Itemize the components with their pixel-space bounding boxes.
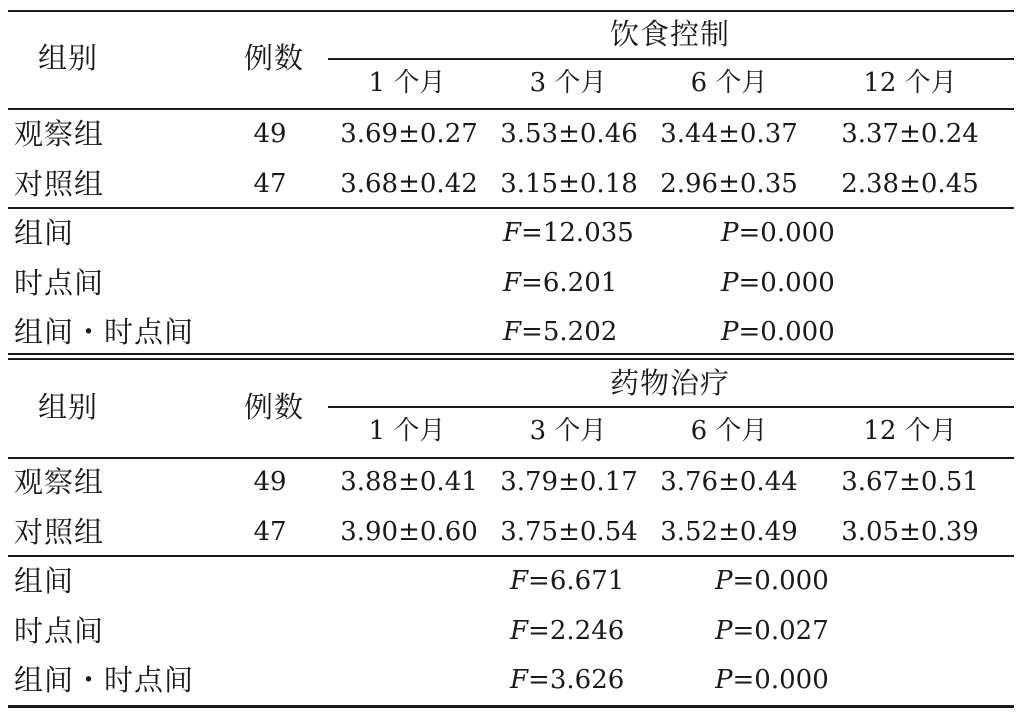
row-n: 49 <box>253 119 287 149</box>
section-divider-bottom <box>8 358 1014 360</box>
row-group-label: 对照组 <box>14 515 105 549</box>
p-value: P=0.000 <box>721 268 835 298</box>
f-statistic: F=3.626 <box>510 665 625 695</box>
row-group-label: 观察组 <box>14 465 105 499</box>
row-n: 47 <box>253 517 287 547</box>
value-cell: 3.68±0.42 <box>340 169 478 199</box>
value-cell: 3.44±0.37 <box>660 119 798 149</box>
value-cell: 3.52±0.49 <box>660 517 798 547</box>
f-statistic: F=5.202 <box>503 317 618 347</box>
value-cell: 2.38±0.45 <box>841 169 979 199</box>
value-cell: 3.69±0.27 <box>340 119 478 149</box>
value-cell: 3.88±0.41 <box>340 467 478 497</box>
value-cell: 3.76±0.44 <box>660 467 798 497</box>
value-cell: 3.75±0.54 <box>500 517 638 547</box>
p-value: P=0.000 <box>715 665 829 695</box>
row-group-label: 观察组 <box>14 117 105 151</box>
row-n: 47 <box>253 169 287 199</box>
value-cell: 3.79±0.17 <box>500 467 638 497</box>
header-subrule <box>328 406 1014 408</box>
stat-label: 组间 <box>14 564 75 598</box>
time-point-header: 12 个月 <box>863 416 957 446</box>
top-rule <box>8 10 1014 12</box>
stat-label: 组间・时点间 <box>14 663 195 697</box>
time-point-header: 3 个月 <box>529 68 607 98</box>
header-rule <box>8 457 1014 459</box>
section-title: 药物治疗 <box>609 366 731 400</box>
header-subrule <box>328 58 1014 60</box>
section-title: 饮食控制 <box>609 17 731 51</box>
stat-label: 时点间 <box>14 266 105 300</box>
stat-label: 组间 <box>14 216 75 250</box>
bottom-rule <box>8 705 1014 708</box>
p-value: P=0.000 <box>721 317 835 347</box>
row-n: 49 <box>253 467 287 497</box>
group-header: 组别 <box>38 390 99 424</box>
time-point-header: 6 个月 <box>690 416 768 446</box>
time-point-header: 1 个月 <box>368 416 446 446</box>
row-group-label: 对照组 <box>14 167 105 201</box>
f-statistic: F=6.671 <box>510 566 625 596</box>
value-cell: 3.53±0.46 <box>500 119 638 149</box>
p-value: P=0.000 <box>721 218 835 248</box>
time-point-header: 3 个月 <box>529 416 607 446</box>
f-statistic: F=2.246 <box>510 616 625 646</box>
data-rule <box>8 555 1014 557</box>
f-statistic: F=12.035 <box>503 218 634 248</box>
header-rule <box>8 108 1014 110</box>
p-value: P=0.027 <box>715 616 829 646</box>
value-cell: 2.96±0.35 <box>660 169 798 199</box>
group-header: 组别 <box>38 41 99 75</box>
value-cell: 3.15±0.18 <box>500 169 638 199</box>
stat-label: 时点间 <box>14 614 105 648</box>
p-value: P=0.000 <box>715 566 829 596</box>
n-header: 例数 <box>244 390 305 424</box>
value-cell: 3.90±0.60 <box>340 517 478 547</box>
time-point-header: 12 个月 <box>863 68 957 98</box>
time-point-header: 1 个月 <box>368 68 446 98</box>
value-cell: 3.05±0.39 <box>841 517 979 547</box>
value-cell: 3.67±0.51 <box>841 467 979 497</box>
time-point-header: 6 个月 <box>690 68 768 98</box>
data-rule <box>8 207 1014 209</box>
f-statistic: F=6.201 <box>503 268 618 298</box>
section-divider-top <box>8 353 1014 355</box>
n-header: 例数 <box>244 41 305 75</box>
stat-label: 组间・时点间 <box>14 315 195 349</box>
value-cell: 3.37±0.24 <box>841 119 979 149</box>
